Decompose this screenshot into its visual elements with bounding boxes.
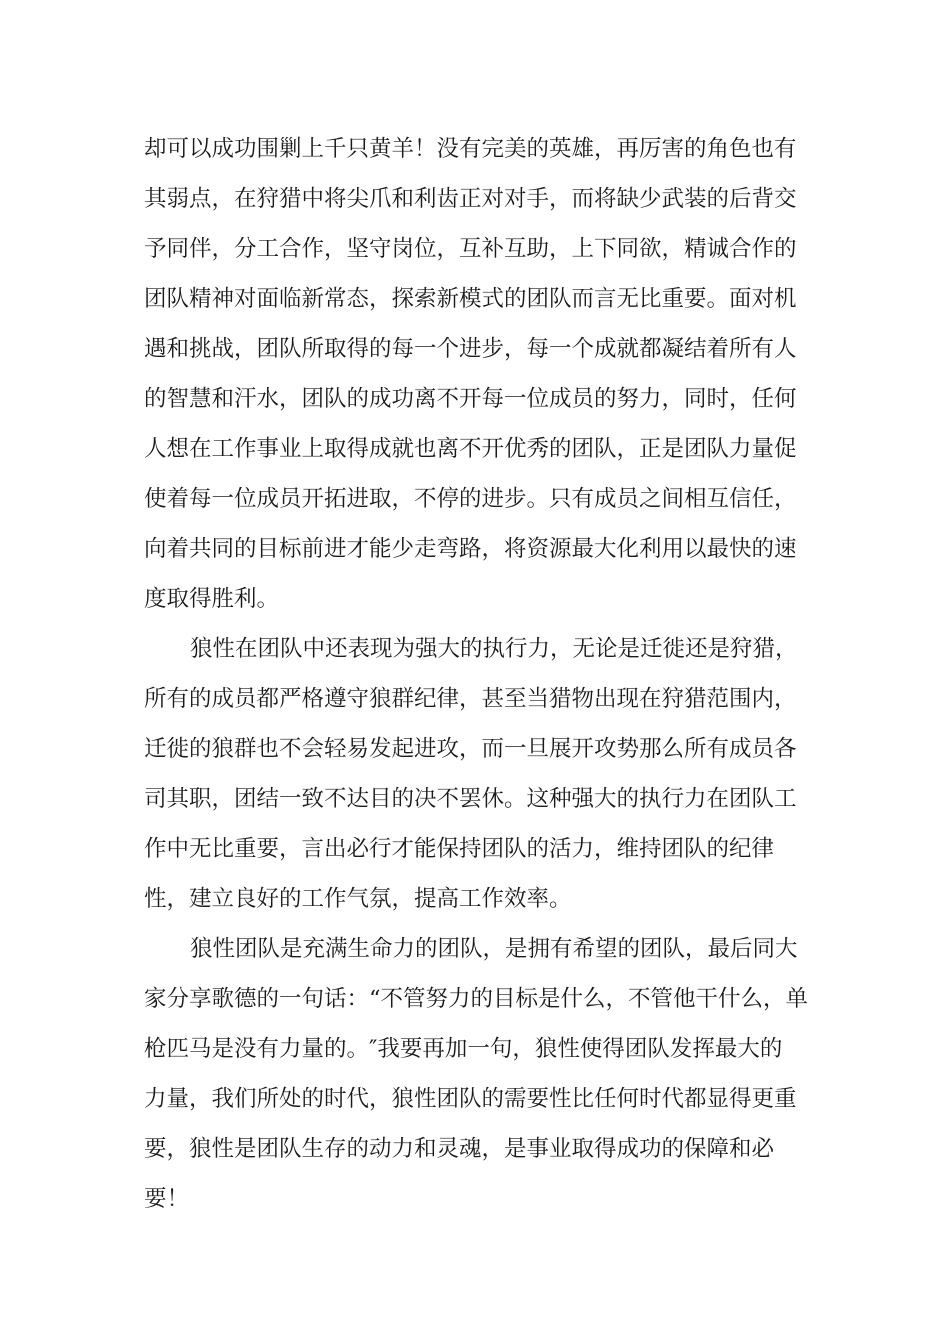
- text-line: 予同伴，分工合作，坚守岗位，互补互助，上下同欲，精诚合作的: [144, 236, 797, 262]
- text-line: 要！: [144, 1186, 190, 1212]
- text-line: 作中无比重要，言出必行才能保持团队的活力，维持团队的纪律: [144, 836, 775, 862]
- text-line: 要，狼性是团队生存的动力和灵魂，是事业取得成功的保障和必: [144, 1136, 775, 1162]
- text-line: 狼性在团队中还表现为强大的执行力，无论是迁徙还是狩猎，: [190, 636, 798, 662]
- paragraph-1: [144, 124, 844, 624]
- text-line: 遇和挑战，团队所取得的每一个进步，每一个成就都凝结着所有人: [144, 336, 797, 362]
- text-line: 向着共同的目标前进才能少走弯路，将资源最大化利用以最快的速: [144, 536, 797, 562]
- paragraph-3: [144, 924, 844, 1224]
- paragraph-2: [144, 624, 844, 924]
- text-line: 性，建立良好的工作气氛，提高工作效率。: [144, 886, 572, 912]
- text-line: 所有的成员都严格遵守狼群纪律，甚至当猎物出现在狩猎范围内，: [144, 686, 797, 712]
- text-line: 度取得胜利。: [144, 586, 280, 612]
- text-line: 的智慧和汗水，团队的成功离不开每一位成员的努力，同时，任何: [144, 386, 797, 412]
- text-line: 其弱点，在狩猎中将尖爪和利齿正对对手，而将缺少武装的后背交: [144, 186, 797, 212]
- text-line: 团队精神对面临新常态，探索新模式的团队而言无比重要。面对机: [144, 286, 797, 312]
- text-line: 枪匹马是没有力量的。″我要再加一句，狼性使得团队发挥最大的: [144, 1036, 783, 1062]
- text-line: 却可以成功围剿上千只黄羊！没有完美的英雄，再厉害的角色也有: [144, 136, 797, 162]
- text-line: 力量，我们所处的时代，狼性团队的需要性比任何时代都显得更重: [144, 1086, 797, 1112]
- text-line: 家分享歌德的一句话：“不管努力的目标是什么，不管他干什么，单: [144, 986, 809, 1012]
- text-line: 人想在工作事业上取得成就也离不开优秀的团队，正是团队力量促: [144, 436, 797, 462]
- document-body: [144, 124, 844, 1224]
- text-line: 迁徙的狼群也不会轻易发起进攻，而一旦展开攻势那么所有成员各: [144, 736, 797, 762]
- text-line: 使着每一位成员开拓进取，不停的进步。只有成员之间相互信任，: [144, 486, 797, 512]
- text-line: 司其职，团结一致不达目的决不罢休。这种强大的执行力在团队工: [144, 786, 797, 812]
- text-line: 狼性团队是充满生命力的团队，是拥有希望的团队，最后同大: [190, 936, 798, 962]
